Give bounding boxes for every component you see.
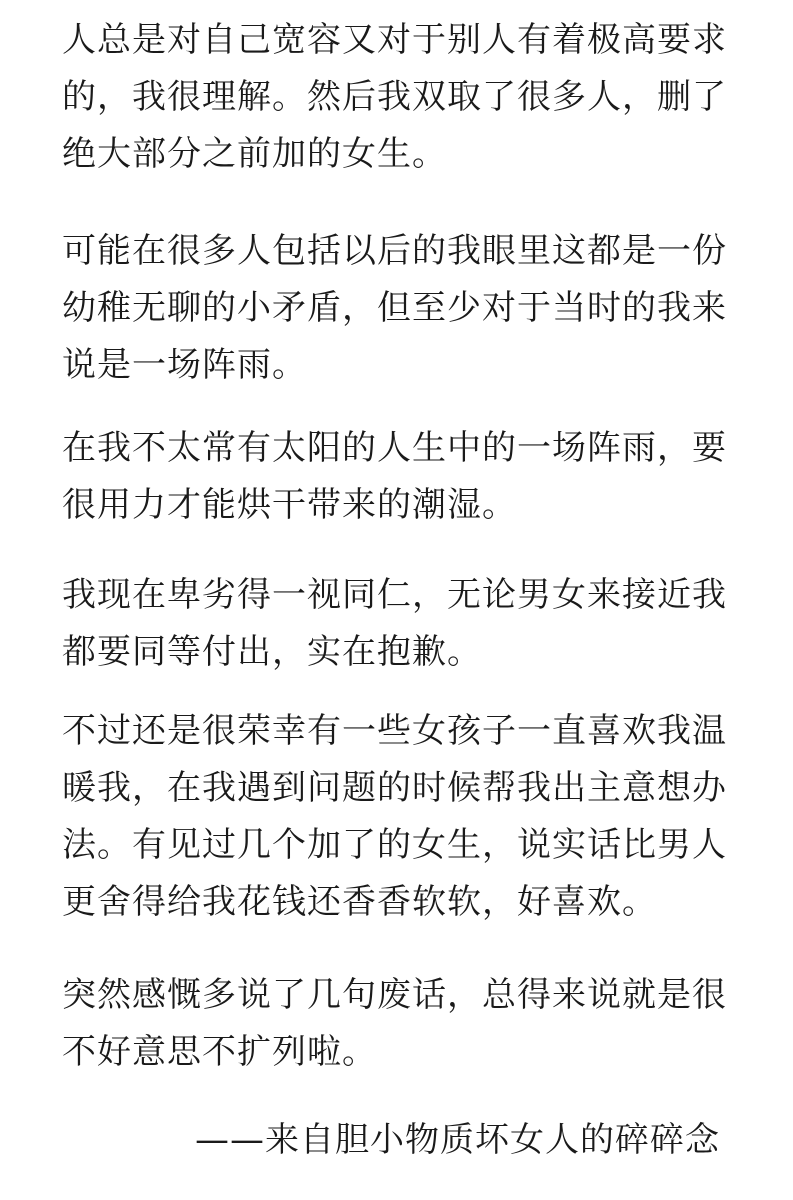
paragraph-2: 可能在很多人包括以后的我眼里这都是一份幼稚无聊的小矛盾，但至少对于当时的我来说是一场阵雨。	[62, 231, 727, 385]
paragraph-3: 在我不太常有太阳的人生中的一场阵雨，要很用力才能烘干带来的潮湿。	[62, 428, 727, 525]
signature-line: ——来自胆小物质坏女人的碎碎念	[195, 1120, 720, 1160]
paragraph-1: 人总是对自己宽容又对于别人有着极高要求的，我很理解。然后我双取了很多人，删了绝大部分之前加的女生。	[62, 20, 727, 174]
paragraph-6: 突然感慨多说了几句废话，总得来说就是很不好意思不扩列啦。	[62, 975, 727, 1072]
paragraph-4: 我现在卑劣得一视同仁，无论男女来接近我都要同等付出，实在抱歉。	[62, 575, 727, 672]
paragraph-5: 不过还是很荣幸有一些女孩子一直喜欢我温暖我，在我遇到问题的时候帮我出主意想办法。有见过几个加了的女生，说实话比男人更舍得给我花钱还香香软软，好喜欢。	[62, 711, 727, 922]
